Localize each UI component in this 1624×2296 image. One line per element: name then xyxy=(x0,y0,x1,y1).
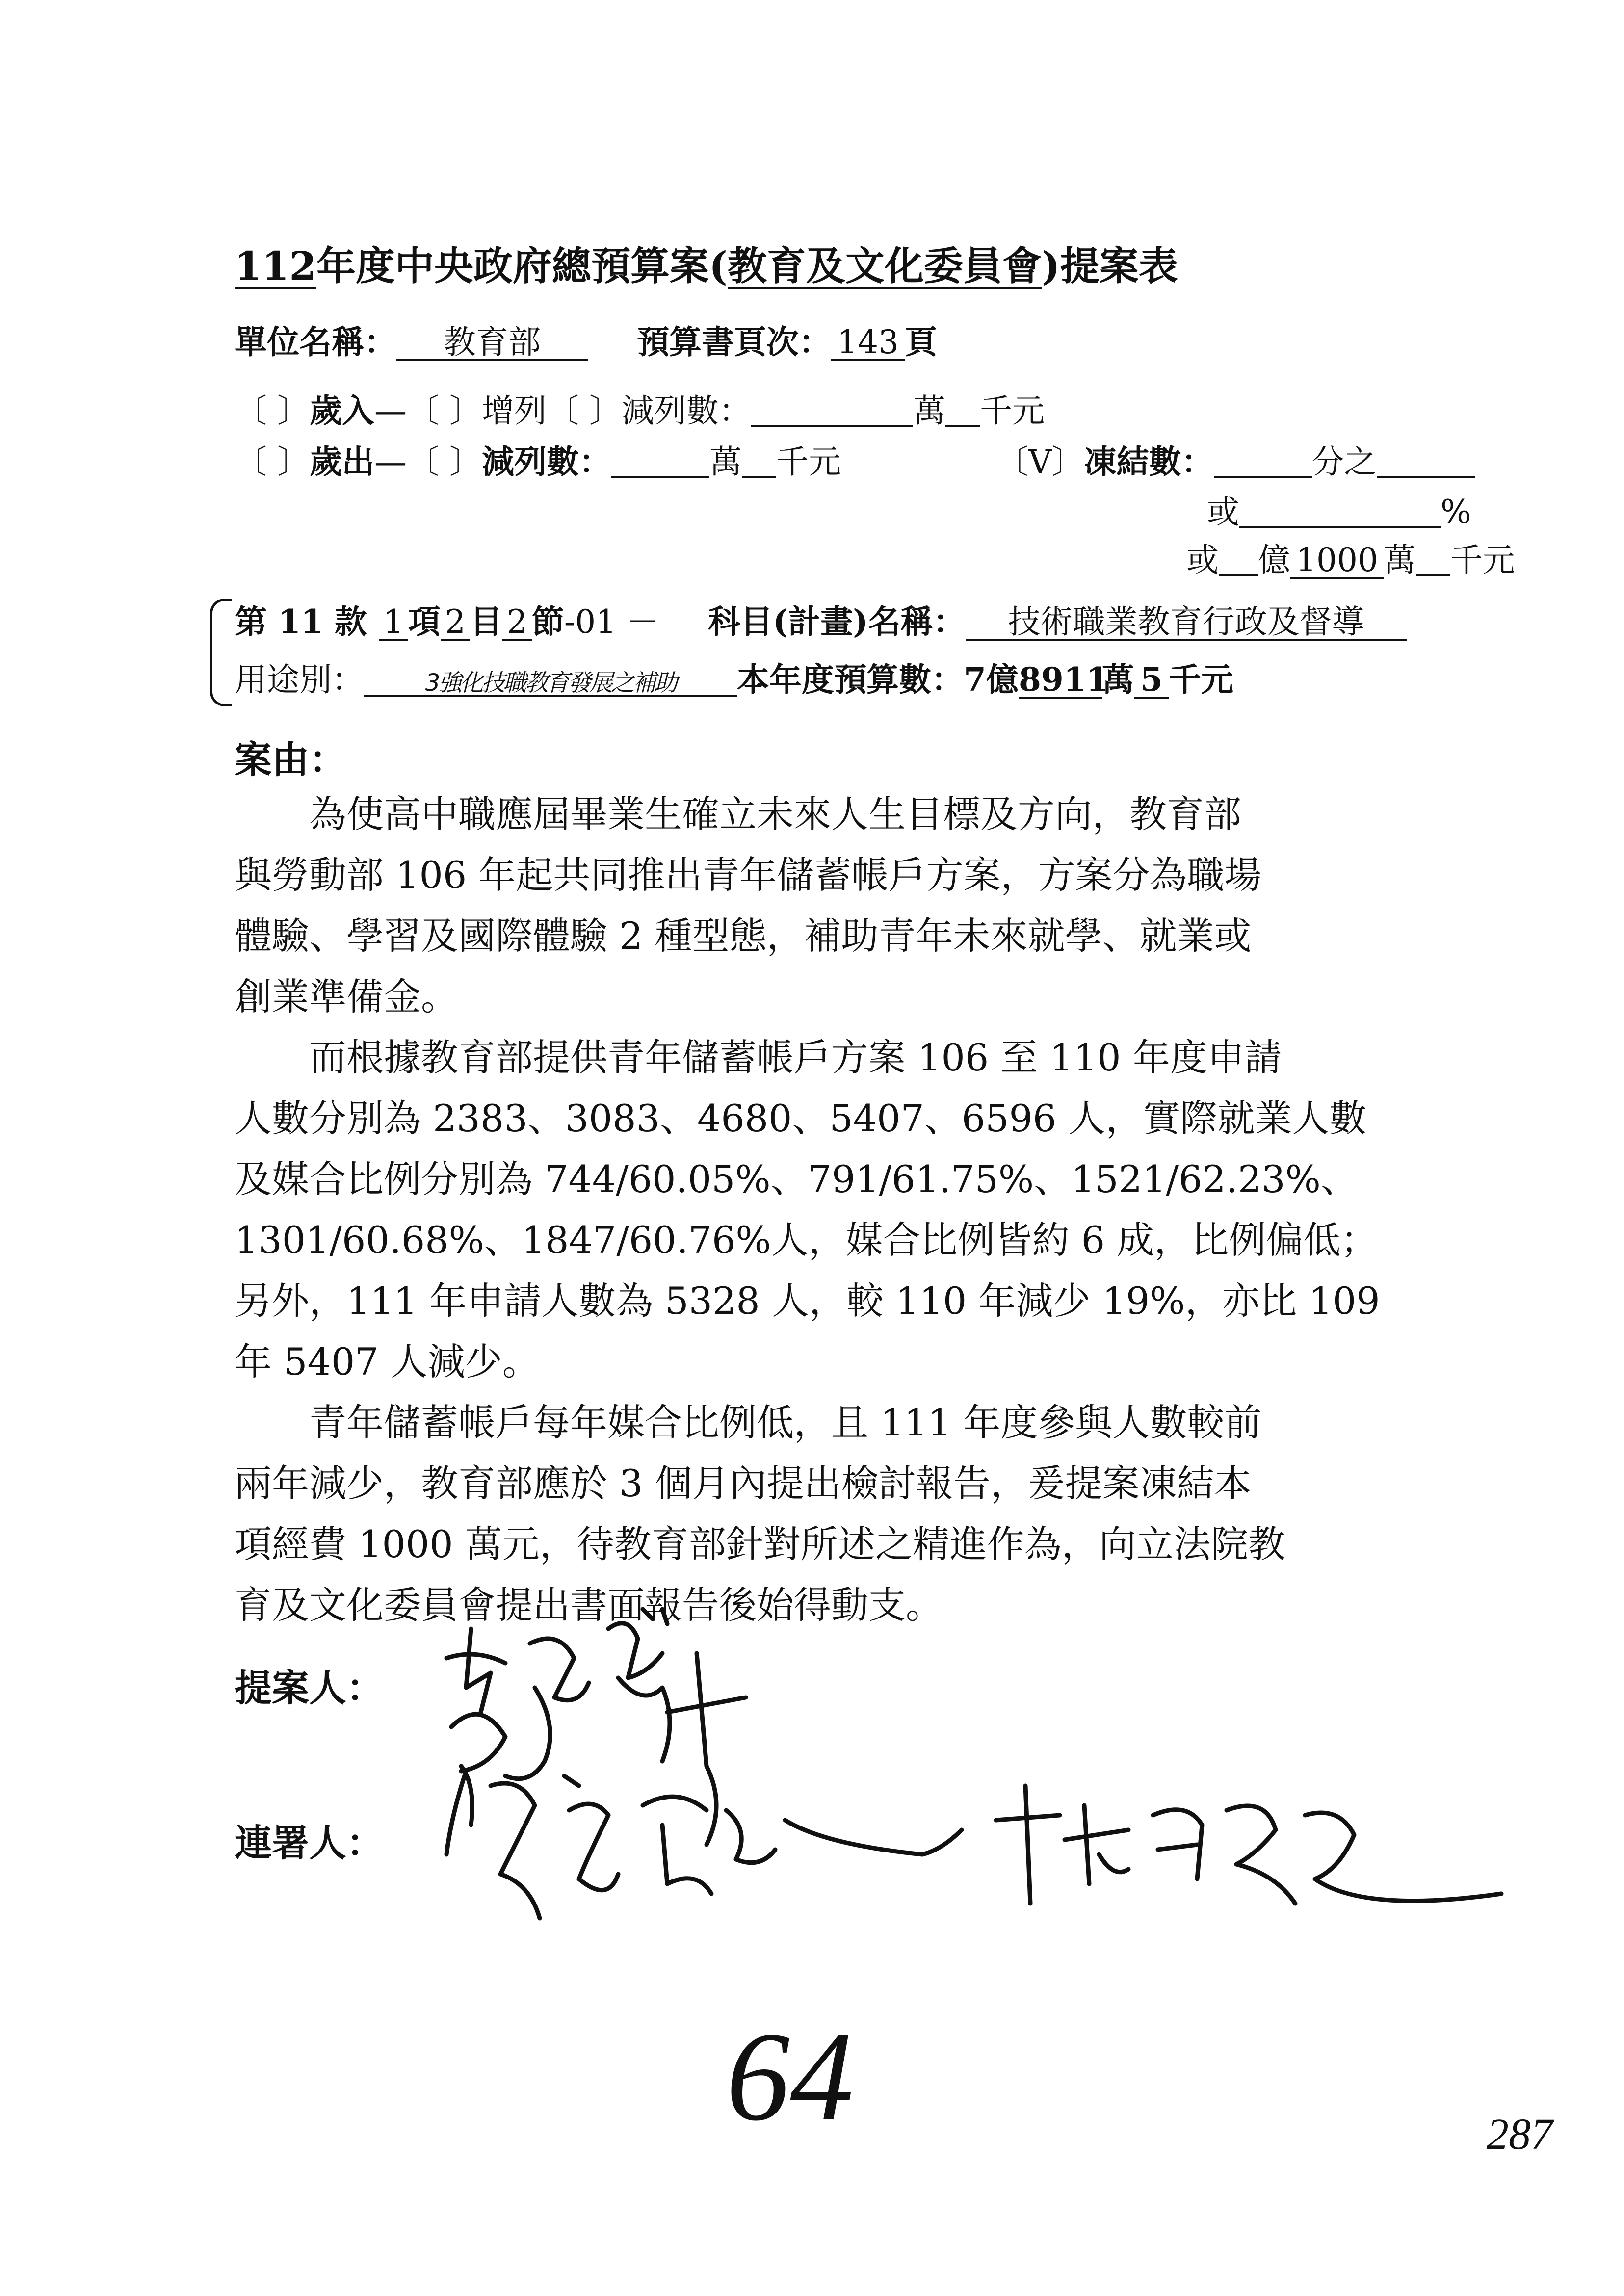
expenditure-row xyxy=(235,436,841,482)
paragraph-line: 1301/60.68%、1847/60.76%人，媒合比例皆約 6 成，比例偏低； xyxy=(235,1218,1378,1262)
case-paragraph-3 xyxy=(235,1392,1446,1636)
revenue-dash: — xyxy=(374,392,407,430)
revenue-add-label: 增列 xyxy=(481,392,547,430)
freeze-numerator-blank xyxy=(1214,444,1312,478)
handwritten-page-number-text: 64 xyxy=(726,2011,854,2139)
page-value: 143 xyxy=(831,325,905,361)
unit-row xyxy=(235,316,937,363)
mu-label: 目 xyxy=(470,602,502,641)
page-label: 預算書頁次： xyxy=(637,323,831,361)
or-percent-row xyxy=(1207,486,1471,532)
item-bracket xyxy=(210,599,232,706)
revenue-qian-blank xyxy=(945,392,980,427)
or-percent-or: 或 xyxy=(1207,493,1239,531)
proposer-label: 提案人： xyxy=(235,1666,384,1710)
budget-yi-value: 7 xyxy=(964,660,986,699)
expenditure-wan-blank xyxy=(611,444,709,478)
freeze-checkbox: 〔V〕 xyxy=(996,443,1084,481)
paragraph-line: 人數分別為 2383、3083、4680、5407、6596 人，實際就業人數 xyxy=(235,1096,1367,1140)
subject-label: 科目(計畫)名稱： xyxy=(708,602,966,641)
expenditure-wan-unit: 萬 xyxy=(709,443,742,481)
title-prefix: 年度中央政府總預算案( xyxy=(316,243,728,289)
percent-sign: % xyxy=(1441,493,1471,531)
paragraph-line: 為使高中職應屆畢業生確立未來人生目標及方向，教育部 xyxy=(309,792,1241,836)
paragraph-line: 項經費 1000 萬元，待教育部針對所述之精進作為，向立法院教 xyxy=(235,1522,1285,1566)
freeze-label: 凍結數： xyxy=(1084,443,1214,481)
revenue-checkbox: 〔 〕 xyxy=(235,392,310,430)
budget-wan-value: 8911 xyxy=(1018,660,1109,699)
usage-row xyxy=(235,653,1233,700)
usage-label: 用途別： xyxy=(235,661,364,699)
paragraph-line: 兩年減少，教育部應於 3 個月內提出檢討報告，爰提案凍結本 xyxy=(235,1461,1252,1505)
expenditure-reduce-checkbox: 〔 〕 xyxy=(406,443,482,481)
handwritten-corner-number xyxy=(1482,2100,1580,2164)
or-amount-qian-blank xyxy=(1416,542,1450,576)
freeze-group xyxy=(996,436,1475,482)
expenditure-dash: — xyxy=(374,443,407,481)
paragraph-line: 青年儲蓄帳戶每年媒合比例低，且 111 年度參與人數較前 xyxy=(309,1401,1262,1444)
paragraph-line: 而根據教育部提供青年儲蓄帳戶方案 106 至 110 年度申請 xyxy=(309,1036,1282,1079)
kuan-label: 第 11 款 xyxy=(235,602,367,641)
xiang-value: 1 xyxy=(379,605,408,641)
usage-handwritten-value: 3強化技職教育發展之補助 xyxy=(364,671,737,697)
budget-label: 本年度預算數： xyxy=(737,660,964,699)
revenue-wan-blank xyxy=(751,392,913,427)
revenue-add-checkbox: 〔 〕 xyxy=(406,392,482,430)
budget-wan: 萬 xyxy=(1101,660,1134,699)
revenue-wan-unit: 萬 xyxy=(913,392,945,430)
paragraph-line: 年 5407 人減少。 xyxy=(235,1340,540,1383)
budget-qian: 千元 xyxy=(1168,660,1233,699)
revenue-row xyxy=(235,385,1045,431)
title-committee: 教育及文化委員會 xyxy=(727,243,1042,289)
case-heading: 案由： xyxy=(235,738,346,782)
expenditure-label: 歲出 xyxy=(309,443,374,481)
xiang-label: 項 xyxy=(408,602,441,641)
cosigner-label: 連署人： xyxy=(235,1821,384,1865)
jie-value: 2 xyxy=(502,605,532,641)
item-row xyxy=(235,596,1407,642)
freeze-fraction-of: 分之 xyxy=(1311,443,1377,481)
freeze-denominator-blank xyxy=(1377,444,1475,478)
jie-label: 節 xyxy=(531,602,564,641)
budget-qian-value: 5 xyxy=(1134,663,1169,699)
or-amount-or: 或 xyxy=(1186,541,1219,579)
page-unit: 頁 xyxy=(905,323,937,361)
or-amount-wan-value: 1000 xyxy=(1290,543,1384,579)
expenditure-qian-blank xyxy=(742,444,776,478)
case-paragraph-2 xyxy=(235,1027,1446,1392)
paragraph-line: 另外，111 年申請人數為 5328 人，較 110 年減少 19%，亦比 109 xyxy=(235,1279,1380,1323)
revenue-qian-unit: 千元 xyxy=(979,392,1045,430)
unit-label: 單位名稱： xyxy=(235,323,396,361)
or-amount-wan: 萬 xyxy=(1384,541,1416,579)
paragraph-line: 及媒合比例分別為 744/60.05%、791/61.75%、1521/62.23%、 xyxy=(235,1157,1358,1201)
expenditure-checkbox: 〔 〕 xyxy=(235,443,310,481)
expenditure-qian-unit: 千元 xyxy=(776,443,841,481)
or-amount-qian: 千元 xyxy=(1450,541,1515,579)
or-amount-yi: 億 xyxy=(1258,541,1290,579)
subject-value: 技術職業教育行政及督導 xyxy=(966,605,1407,641)
cosigner-signatures xyxy=(432,1756,1521,1962)
paragraph-line: 體驗、學習及國際體驗 2 種型態，補助青年未來就學、就業或 xyxy=(235,914,1252,958)
jie-suffix: -01 － xyxy=(564,603,659,641)
or-amount-yi-blank xyxy=(1219,542,1258,576)
title-suffix: )提案表 xyxy=(1041,243,1178,289)
revenue-reduce-label: 減列數： xyxy=(621,392,751,430)
mu-value: 2 xyxy=(441,605,470,641)
form-title xyxy=(235,235,1178,291)
paragraph-line: 育及文化委員會提出書面報告後始得動支。 xyxy=(235,1583,943,1627)
handwritten-corner-number-text: 287 xyxy=(1487,2110,1553,2159)
expenditure-reduce-label: 減列數： xyxy=(481,443,611,481)
revenue-reduce-checkbox: 〔 〕 xyxy=(546,392,622,430)
or-amount-row xyxy=(1186,534,1515,580)
paragraph-line: 與勞動部 106 年起共同推出青年儲蓄帳戶方案，方案分為職場 xyxy=(235,853,1262,897)
title-year: 112 xyxy=(235,243,316,289)
handwritten-page-number xyxy=(721,2011,883,2139)
revenue-label: 歲入 xyxy=(309,391,374,430)
budget-yi: 億 xyxy=(986,660,1019,699)
case-paragraph-1 xyxy=(235,784,1446,1027)
unit-value: 教育部 xyxy=(396,325,588,361)
percent-blank xyxy=(1239,494,1441,528)
paragraph-line: 創業準備金。 xyxy=(235,975,458,1018)
